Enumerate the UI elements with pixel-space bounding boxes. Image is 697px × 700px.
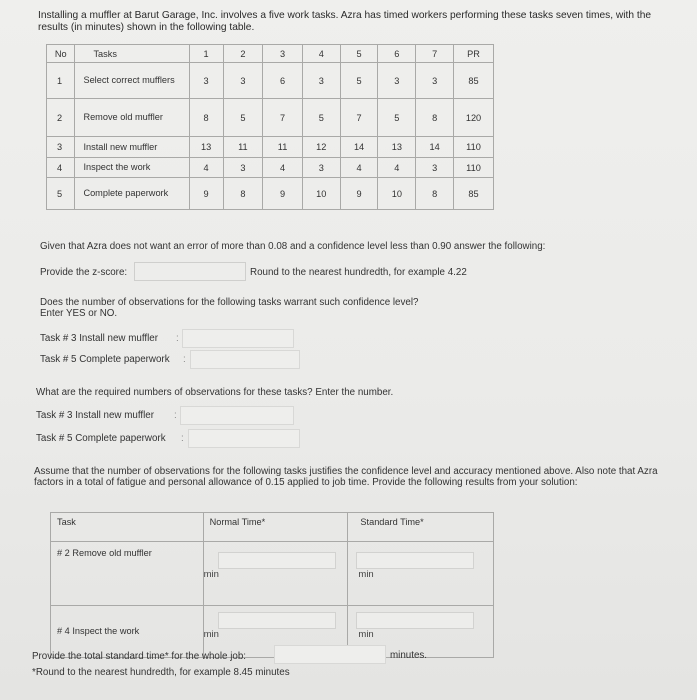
observation-value: 5 (378, 99, 416, 137)
warrant-input-task5[interactable] (190, 350, 300, 369)
timing-row (47, 137, 494, 158)
required-input-task3[interactable] (180, 406, 294, 425)
observation-value: 3 (223, 63, 263, 99)
timing-row (47, 178, 494, 210)
header-obs-3: 3 (263, 45, 303, 63)
observation-value: 9 (340, 178, 378, 210)
observation-value: 3 (223, 158, 263, 178)
warrant-label-task5: Task # 5 Complete paperwork (40, 354, 170, 365)
observation-value: 7 (340, 99, 378, 137)
total-standard-time-input[interactable] (274, 645, 386, 664)
header-obs-7: 7 (416, 45, 454, 63)
observation-value: 9 (263, 178, 303, 210)
row-task-name: Install new muffler (75, 137, 189, 158)
observation-value: 3 (189, 63, 223, 99)
min-label: min (203, 569, 219, 580)
observation-value: 8 (189, 99, 223, 137)
total-label: Provide the total standard time* for the whole job: (32, 651, 247, 662)
colon: : (183, 354, 186, 365)
results-header-task: Task (51, 513, 204, 542)
timing-row (47, 158, 494, 178)
observation-value: 8 (223, 178, 263, 210)
performance-rating: 110 (454, 137, 494, 158)
timing-table (46, 44, 494, 210)
observation-value: 8 (416, 99, 454, 137)
results-task-label: # 2 Remove old muffler (51, 542, 204, 606)
observation-value: 4 (378, 158, 416, 178)
observation-value: 4 (189, 158, 223, 178)
colon: : (174, 410, 177, 421)
timing-row (47, 63, 494, 99)
observation-value: 3 (416, 158, 454, 178)
header-no: No (47, 45, 75, 63)
zscore-input[interactable] (134, 262, 246, 281)
performance-rating: 120 (454, 99, 494, 137)
min-label: min (358, 629, 374, 640)
observation-value: 14 (416, 137, 454, 158)
observation-value: 13 (189, 137, 223, 158)
observation-value: 10 (302, 178, 340, 210)
performance-rating: 85 (454, 178, 494, 210)
standard-time-input-task2[interactable] (356, 552, 474, 569)
zscore-label: Provide the z-score: (40, 267, 128, 278)
given-text: Given that Azra does not want an error of more than 0.08 and a confidence level less than 0.90 answer the following: (40, 241, 546, 252)
results-standard-cell (348, 542, 494, 606)
observation-value: 11 (263, 137, 303, 158)
required-label-task5: Task # 5 Complete paperwork (36, 433, 166, 444)
warrant-question (40, 297, 418, 319)
results-table-header (51, 513, 494, 542)
zscore-hint: Round to the nearest hundredth, for example 4.22 (250, 267, 467, 278)
row-number: 1 (47, 63, 75, 99)
header-obs-1: 1 (189, 45, 223, 63)
row-number: 5 (47, 178, 75, 210)
intro-text: Installing a muffler at Barut Garage, Inc. involves a five work tasks. Azra has timed workers performing these tasks seven times, with the results (in minutes) shown in the following table. (38, 10, 652, 33)
row-task-name: Remove old muffler (75, 99, 189, 137)
normal-time-input-task4[interactable] (218, 612, 336, 629)
standard-time-input-task4[interactable] (356, 612, 474, 629)
observation-value: 7 (263, 99, 303, 137)
observation-value: 9 (189, 178, 223, 210)
row-number: 3 (47, 137, 75, 158)
results-normal-cell (203, 542, 348, 606)
observation-value: 11 (223, 137, 263, 158)
observation-value: 4 (340, 158, 378, 178)
warrant-input-task3[interactable] (182, 329, 294, 348)
row-task-name: Select correct mufflers (75, 63, 189, 99)
header-obs-2: 2 (223, 45, 263, 63)
observation-value: 3 (302, 63, 340, 99)
results-header-normal: Normal Time* (203, 513, 348, 542)
observation-value: 10 (378, 178, 416, 210)
results-table (50, 512, 494, 658)
results-header-standard: Standard Time* (348, 513, 494, 542)
observation-value: 12 (302, 137, 340, 158)
results-row (51, 542, 494, 606)
observation-value: 14 (340, 137, 378, 158)
observation-value: 3 (416, 63, 454, 99)
required-input-task5[interactable] (188, 429, 300, 448)
colon: : (181, 433, 184, 444)
colon: : (176, 333, 179, 344)
timing-table-header (47, 45, 494, 63)
row-task-name: Complete paperwork (75, 178, 189, 210)
warrant-question-line1: Does the number of observations for the following tasks warrant such confidence level? (40, 297, 419, 308)
header-pr: PR (454, 45, 494, 63)
observation-value: 6 (263, 63, 303, 99)
row-number: 2 (47, 99, 75, 137)
row-number: 4 (47, 158, 75, 178)
warrant-question-line2: Enter YES or NO. (40, 308, 118, 319)
header-obs-4: 4 (302, 45, 340, 63)
warrant-label-task3: Task # 3 Install new muffler (40, 333, 158, 344)
observation-value: 5 (223, 99, 263, 137)
header-obs-6: 6 (378, 45, 416, 63)
required-label-task3: Task # 3 Install new muffler (36, 410, 154, 421)
total-unit: minutes. (390, 650, 428, 661)
observation-value: 8 (416, 178, 454, 210)
results-row (51, 606, 494, 658)
performance-rating: 85 (454, 63, 494, 99)
performance-rating: 110 (454, 158, 494, 178)
timing-row (47, 99, 494, 137)
header-tasks: Tasks (75, 45, 189, 63)
row-task-name: Inspect the work (75, 158, 189, 178)
observation-value: 5 (302, 99, 340, 137)
required-question: What are the required numbers of observations for these tasks? Enter the number. (36, 387, 394, 398)
min-label: min (203, 629, 219, 640)
normal-time-input-task2[interactable] (218, 552, 336, 569)
results-task-label: # 4 Inspect the work (51, 606, 204, 658)
observation-value: 3 (378, 63, 416, 99)
min-label: min (358, 569, 374, 580)
observation-value: 3 (302, 158, 340, 178)
footnote: *Round to the nearest hundredth, for example 8.45 minutes (32, 667, 290, 678)
observation-value: 13 (378, 137, 416, 158)
observation-value: 4 (263, 158, 303, 178)
observation-value: 5 (340, 63, 378, 99)
assume-text: Assume that the number of observations for the following tasks justifies the confidence level and accuracy mentioned above. Also note that Azra factors in a total of fatigue and personal allowance of 0.15 applied to job time. Provide the following results from your solution: (34, 466, 658, 488)
header-obs-5: 5 (340, 45, 378, 63)
